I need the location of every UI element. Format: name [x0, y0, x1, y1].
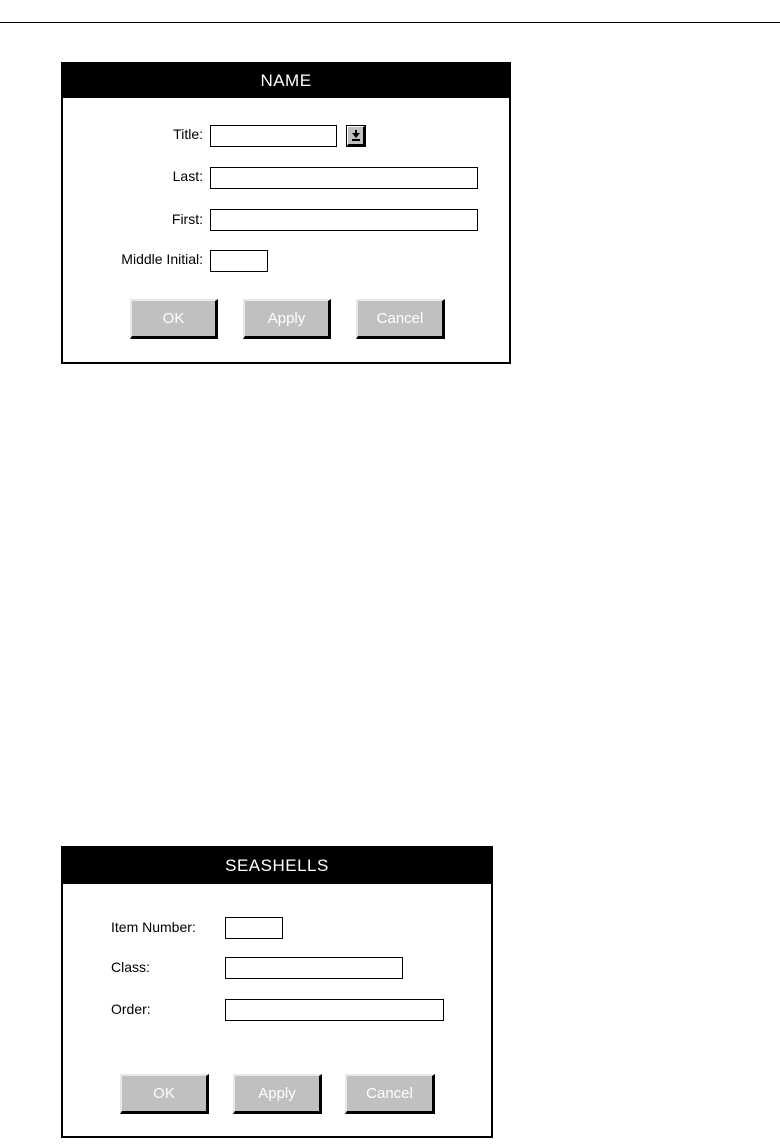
title-dropdown-button[interactable] — [347, 126, 365, 146]
middle-initial-label: Middle Initial: — [121, 251, 203, 267]
first-label: First: — [171, 211, 203, 227]
item-number-label: Item Number: — [111, 919, 196, 935]
title-label: Title: — [173, 126, 203, 142]
title-field[interactable] — [210, 125, 337, 147]
middle-initial-field[interactable] — [210, 250, 268, 272]
seashells-dialog — [61, 846, 493, 1138]
last-label: Last: — [172, 168, 203, 184]
apply-button[interactable]: Apply — [243, 299, 331, 339]
class-field[interactable] — [225, 957, 403, 979]
item-number-field[interactable] — [225, 917, 283, 939]
ok-button[interactable]: OK — [130, 299, 218, 339]
name-dialog — [61, 62, 511, 364]
apply-button[interactable]: Apply — [233, 1074, 322, 1114]
last-name-field[interactable] — [210, 167, 478, 189]
class-label: Class: — [111, 959, 150, 975]
first-name-field[interactable] — [210, 209, 478, 231]
order-label: Order: — [111, 1001, 151, 1017]
dialog-title: NAME — [63, 64, 509, 98]
cancel-button[interactable]: Cancel — [345, 1074, 435, 1114]
order-field[interactable] — [225, 999, 444, 1021]
dialog-title: SEASHELLS — [63, 848, 491, 884]
cancel-button[interactable]: Cancel — [356, 299, 445, 339]
ok-button[interactable]: OK — [120, 1074, 209, 1114]
page-top-rule — [0, 22, 780, 23]
